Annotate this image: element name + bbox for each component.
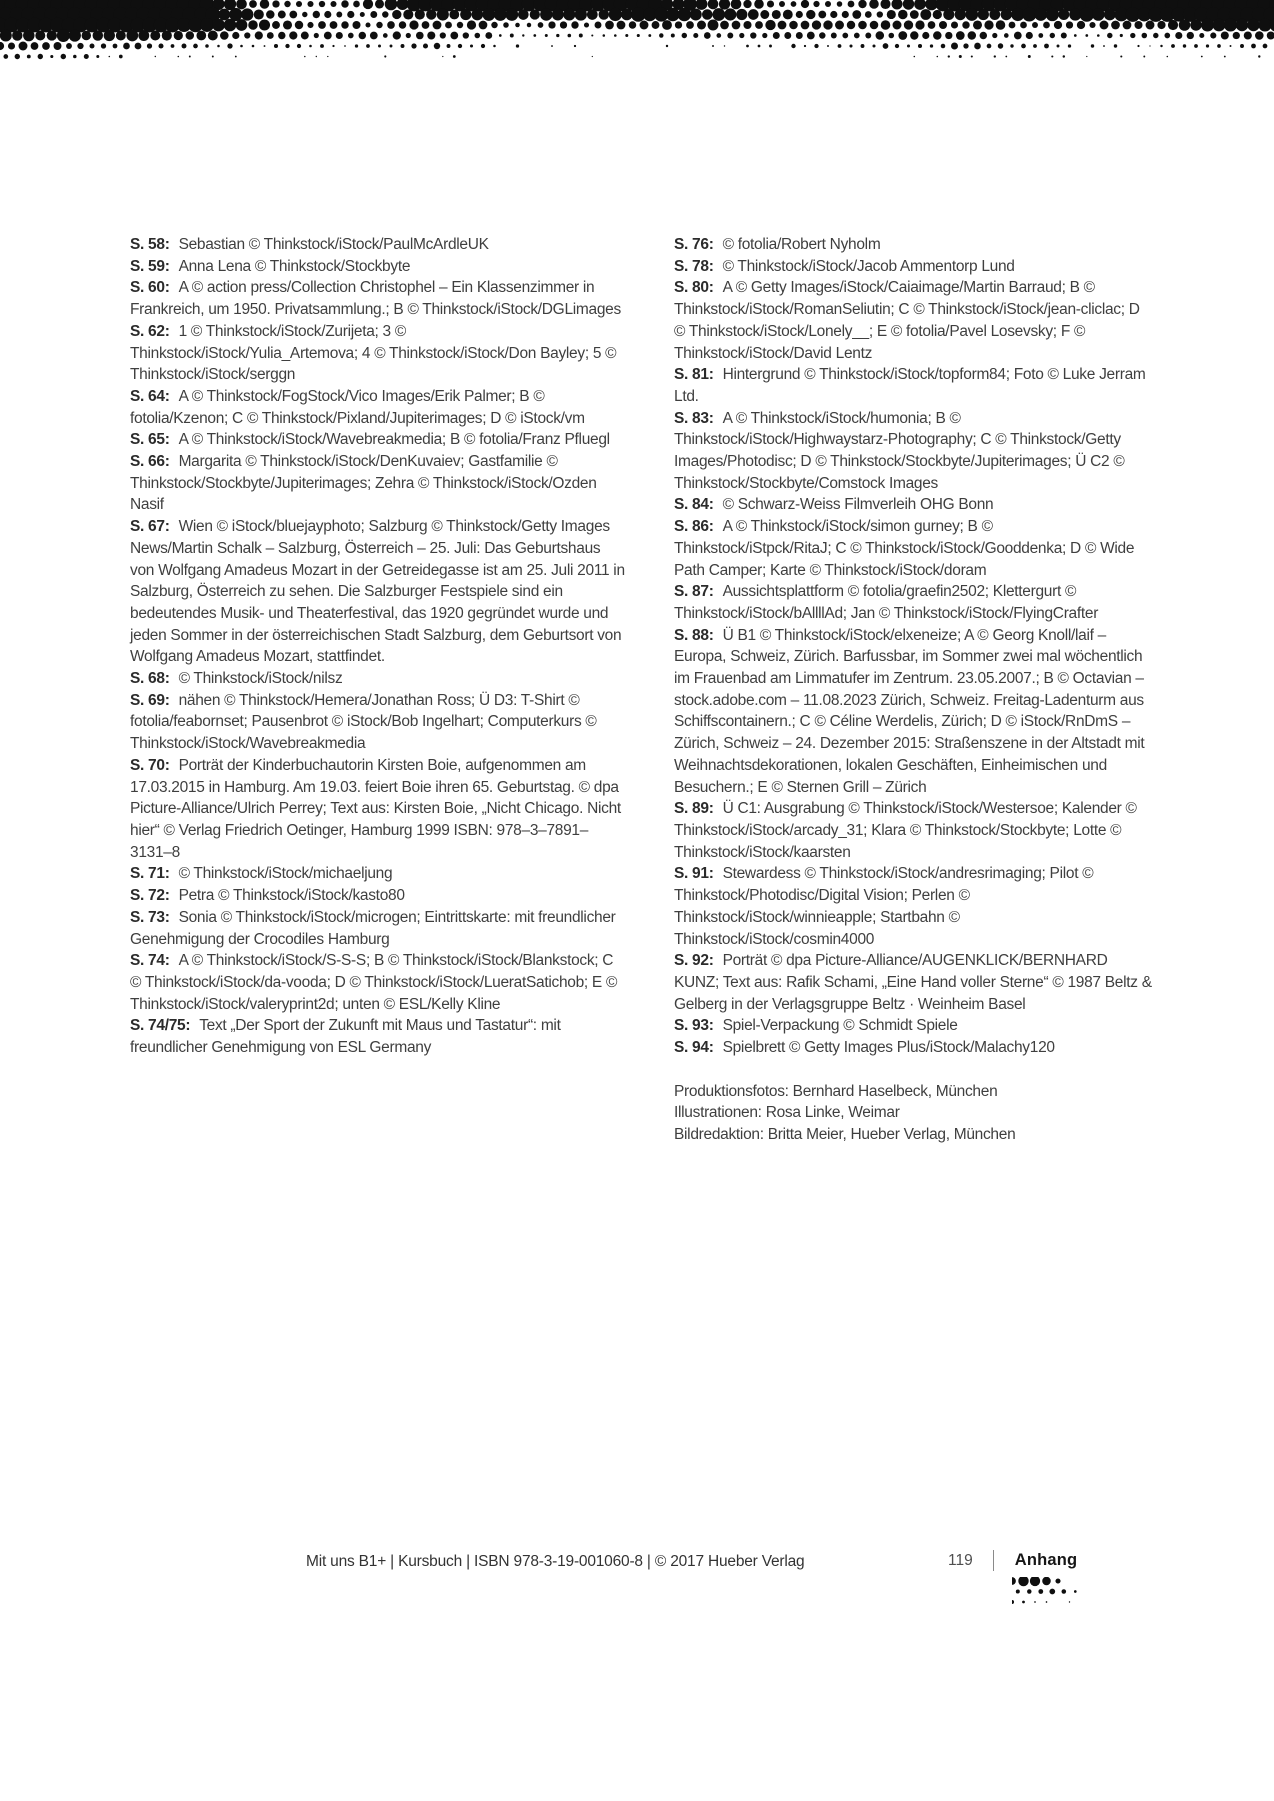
credit-entry [130, 690, 628, 755]
credit-entry [130, 907, 628, 950]
credit-entry [674, 494, 1152, 516]
credit-entry [130, 451, 628, 516]
halftone-dot-band [0, 0, 1274, 62]
credit-text: © Schwarz-Weiss Filmverleih OHG Bonn [722, 496, 994, 514]
credit-page-label: S. 72: [130, 887, 170, 905]
credit-page-label: S. 78: [674, 257, 714, 275]
credit-entry [674, 950, 1152, 1015]
production-credit-line: Bildredaktion: Britta Meier, Hueber Verlag, München [674, 1126, 1016, 1144]
credit-page-label: S. 83: [674, 409, 714, 427]
credit-text: Spiel-Verpackung © Schmidt Spiele [722, 1017, 958, 1035]
credit-text: A © Thinkstock/iStock/S-S-S; B © Thinkstock/iStock/Blankstock; C © Thinkstock/iStock/da-vooda; D © Thinkstock/iStock/LueratSatichob; E © Thinkstock/iStock/valeryprint2d; unten © ESL/Kelly Kline [130, 952, 618, 1013]
credits-right-list [674, 234, 1152, 1059]
credit-entry [130, 516, 628, 668]
credit-page-label: S. 67: [130, 518, 170, 536]
footer-book-info: Mit uns B1+ | Kursbuch | ISBN 978-3-19-001060-8 | © 2017 Hueber Verlag [306, 1553, 805, 1570]
credit-entry [130, 429, 628, 451]
credit-entry [130, 234, 628, 256]
credit-text: Ü C1: Ausgrabung © Thinkstock/iStock/Westersoe; Kalender © Thinkstock/iStock/arcady_31; Klara © Thinkstock/Stockbyte; Lotte © Thinkstock/iStock/kaarsten [674, 800, 1137, 861]
credit-text: 1 © Thinkstock/iStock/Zurijeta; 3 © Thinkstock/iStock/Yulia_Artemova; 4 © Thinkstock/iStock/Don Bayley; 5 © Thinkstock/iStock/serggn [130, 322, 617, 384]
credit-text: Wien © iStock/bluejayphoto; Salzburg © Thinkstock/Getty Images News/Martin Schalk – Salzburg, Österreich – 25. Juli: Das Geburtshaus von Wolfgang Amadeus Mozart in der Getreidegasse ist am 25. Juli 2011 in Salzburg, Österreich zu sehen. Die Salzburger Festspiele sind ein bedeutendes Musik- und Theaterfestival, das 1920 gegründet wurde und jeden Sommer in der österreichischen Stadt Salzburg, dem Geburtsort von Wolfgang Amadeus Mozart, stattfindet. [130, 518, 625, 666]
credits-column-right [674, 234, 1152, 1146]
halftone-dot-patch [1012, 1577, 1112, 1605]
credit-text: © Thinkstock/iStock/Jacob Ammentorp Lund [722, 257, 1015, 275]
credit-entry [674, 516, 1152, 581]
credit-entry [130, 885, 628, 907]
credit-text: Porträt der Kinderbuchautorin Kirsten Boie, aufgenommen am 17.03.2015 in Hamburg. Am 19.03. feiert Boie ihren 65. Geburtstag. © dpa Picture-Alliance/Ulrich Perrey; Text aus: Kirsten Boie, „Nicht Chicago. Nicht hier“ © Verlag Friedrich Oetinger, Hamburg 1999 ISBN: 978–3–7891–3131–8 [130, 756, 621, 861]
credit-text: A © Thinkstock/iStock/humonia; B © Thinkstock/iStock/Highwaystarz-Photography; C © Thinkstock/Getty Images/Photodisc; D © Thinkstock/Stockbyte/Jupiterimages; Ü C2 © Thinkstock/Stockbyte/Comstock Images [674, 409, 1125, 492]
credit-text: Sonia © Thinkstock/iStock/microgen; Eintrittskarte: mit freundlicher Genehmigung der Crocodiles Hamburg [130, 908, 616, 948]
credit-page-label: S. 76: [674, 236, 714, 253]
credit-entry [130, 668, 628, 690]
credit-entry [674, 1037, 1152, 1059]
credit-entry [674, 277, 1152, 364]
page-number: 119 [948, 1551, 973, 1569]
credit-entry [130, 950, 628, 1015]
credit-text: Hintergrund © Thinkstock/iStock/topform84; Foto © Luke Jerram Ltd. [674, 366, 1146, 405]
credit-entry [130, 863, 628, 885]
credit-page-label: S. 66: [130, 453, 170, 471]
credit-page-label: S. 86: [674, 518, 714, 536]
credit-entry [674, 408, 1152, 495]
credit-page-label: S. 62: [130, 322, 170, 340]
credit-text: A © Thinkstock/iStock/Wavebreakmedia; B © fotolia/Franz Pfluegl [178, 431, 610, 449]
credit-entry [130, 1015, 628, 1058]
credit-page-label: S. 71: [130, 865, 170, 883]
credit-text: A © action press/Collection Christophel – Ein Klassenzimmer in Frankreich, um 1950. Privatsammlung.; B © Thinkstock/iStock/DGLimages [130, 279, 621, 319]
credit-entry [674, 364, 1152, 407]
credit-text: A © Getty Images/iStock/Caiaimage/Martin Barraud; B © Thinkstock/iStock/RomanSeliutin; C © Thinkstock/iStock/jean-cliclac; D © Thinkstock/iStock/Lonely__; E © fotolia/Pavel Losevsky; F © Thinkstock/iStock/David Lentz [674, 279, 1140, 362]
credit-text: Ü B1 © Thinkstock/iStock/elxeneize; A © Georg Knoll/laif – Europa, Schweiz, Zürich. Barfussbar, im Sommer zwei mal wöchentlich im Frauenbad am Limmatufer im Zentrum. 23.05.2007.; B © Octavian – stock.adobe.com – 11.08.2023 Zürich, Schweiz. Freitag-Ladenturm aus Schiffscontainern.; C © Céline Werdelis, Zürich; D © iStock/RnDmS – Zürich, Schweiz – 24. Dezember 2015: Straßenszene in der Altstadt mit Weihnachtsdekorationen, lokalen Geschäften, Einheimischen und Besuchern.; E © Sternen Grill – Zürich [674, 626, 1145, 796]
credit-entry [674, 581, 1152, 624]
photo-credits-list [130, 234, 1152, 1146]
credit-page-label: S. 74/75: [130, 1017, 191, 1035]
credit-entry [674, 863, 1152, 950]
credit-page-label: S. 88: [674, 626, 714, 644]
credit-entry [130, 755, 628, 864]
credit-entry [130, 321, 628, 386]
credit-text: Text „Der Sport der Zukunft mit Maus und Tastatur“: mit freundlicher Genehmigung von ESL Germany [130, 1017, 561, 1057]
credit-entry [674, 234, 1152, 256]
credit-page-label: S. 69: [130, 691, 170, 709]
credit-page-label: S. 64: [130, 387, 170, 405]
credit-text: Porträt © dpa Picture-Alliance/AUGENKLICK/BERNHARD KUNZ; Text aus: Rafik Schami, „Eine Hand voller Sterne“ © 1987 Beltz & Gelberg in der Verlagsgruppe Beltz · Weinheim Basel [674, 952, 1152, 1013]
credit-text: A © Thinkstock/iStock/simon gurney; B © Thinkstock/iStpck/RitaJ; C © Thinkstock/iStock/Gooddenka; D © Wide Path Camper; Karte © Thinkstock/iStock/doram [674, 518, 1135, 579]
credit-text: Aussichtsplattform © fotolia/graefin2502; Klettergurt © Thinkstock/iStock/bAllllAd; Jan © Thinkstock/iStock/FlyingCrafter [674, 583, 1099, 622]
credit-page-label: S. 60: [130, 279, 170, 297]
credit-text: Anna Lena © Thinkstock/Stockbyte [178, 257, 411, 275]
credit-text: © fotolia/Robert Nyholm [722, 236, 881, 253]
production-credit-line: Illustrationen: Rosa Linke, Weimar [674, 1104, 900, 1122]
credit-text: Sebastian © Thinkstock/iStock/PaulMcArdleUK [178, 236, 489, 253]
credit-text: © Thinkstock/iStock/michaeljung [178, 865, 393, 883]
credit-text: Margarita © Thinkstock/iStock/DenKuvaiev; Gastfamilie © Thinkstock/Stockbyte/Jupiterimages; Zehra © Thinkstock/iStock/Ozden Nasif [130, 453, 597, 514]
credit-page-label: S. 87: [674, 583, 714, 601]
credit-page-label: S. 68: [130, 670, 170, 688]
production-credits [674, 1081, 1152, 1146]
credit-page-label: S. 92: [674, 952, 714, 970]
footer-divider [993, 1550, 994, 1571]
credit-page-label: S. 80: [674, 279, 714, 297]
credit-entry [130, 277, 628, 320]
credits-column-left [130, 234, 628, 1146]
credit-text: Petra © Thinkstock/iStock/kasto80 [178, 887, 405, 905]
credit-page-label: S. 84: [674, 496, 714, 514]
credit-page-label: S. 89: [674, 800, 714, 818]
credit-entry [130, 386, 628, 429]
credit-text: A © Thinkstock/FogStock/Vico Images/Erik Palmer; B © fotolia/Kzenon; C © Thinkstock/Pixland/Jupiterimages; D © iStock/vm [130, 387, 585, 427]
section-label: Anhang [1014, 1551, 1078, 1569]
credit-entry [674, 798, 1152, 863]
credit-page-label: S. 70: [130, 756, 170, 774]
credit-page-label: S. 73: [130, 908, 170, 926]
credit-page-label: S. 74: [130, 952, 170, 970]
credit-entry [130, 256, 628, 278]
production-credit-line: Produktionsfotos: Bernhard Haselbeck, München [674, 1082, 998, 1100]
credit-page-label: S. 65: [130, 431, 170, 449]
credit-entry [674, 625, 1152, 799]
credit-entry [674, 256, 1152, 278]
credit-page-label: S. 91: [674, 865, 714, 883]
credit-text: nähen © Thinkstock/Hemera/Jonathan Ross; Ü D3: T-Shirt © fotolia/feabornset; Pausenbrot © iStock/Bob Ingelhart; Computerkurs © Thinkstock/iStock/Wavebreakmedia [130, 691, 597, 753]
credit-entry [674, 1015, 1152, 1037]
credit-page-label: S. 59: [130, 257, 170, 275]
credit-text: © Thinkstock/iStock/nilsz [178, 670, 343, 688]
credit-page-label: S. 81: [674, 366, 714, 384]
credit-page-label: S. 94: [674, 1039, 714, 1057]
credit-page-label: S. 93: [674, 1017, 714, 1035]
credit-page-label: S. 58: [130, 236, 170, 253]
credit-text: Spielbrett © Getty Images Plus/iStock/Malachy120 [722, 1039, 1055, 1057]
footer-page-meta [948, 1550, 1077, 1571]
credit-text: Stewardess © Thinkstock/iStock/andresrimaging; Pilot © Thinkstock/Photodisc/Digital Vision; Perlen © Thinkstock/iStock/winnieapple; Startbahn © Thinkstock/iStock/cosmin4000 [674, 865, 1094, 948]
